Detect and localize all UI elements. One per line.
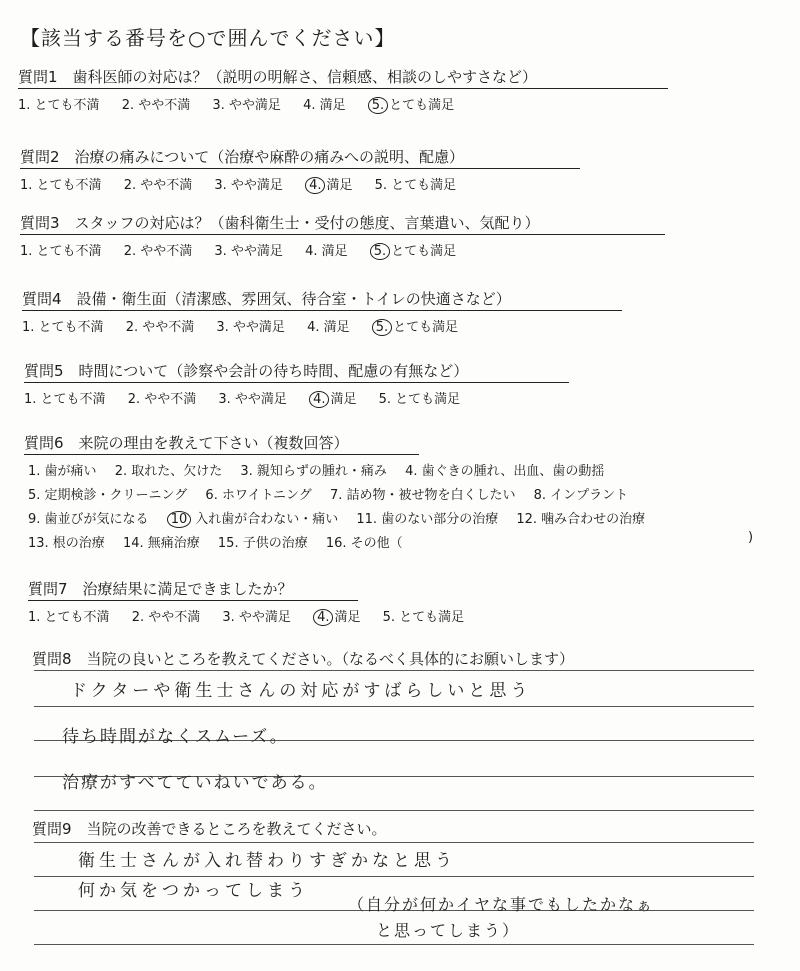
q6-option-14[interactable]: 14. 無痛治療 [122, 536, 200, 551]
question-4-header: 質問4 設備・衛生面（清潔感、雰囲気、待合室・トイレの快適さなど） [22, 290, 511, 308]
question-2-options [20, 174, 474, 194]
q1-option-4[interactable]: 4. 満足 [303, 98, 346, 113]
q6-option-3[interactable]: 3. 親知らずの腫れ・痛み [240, 464, 387, 479]
q8-writing-line [34, 810, 754, 811]
q5-option-2[interactable]: 2. やや不満 [127, 392, 197, 407]
question-6-row-2 [28, 484, 642, 503]
question-5-options [24, 388, 478, 408]
question-4-options [22, 316, 476, 336]
question-9-header: 質問9 当院の改善できるところを教えてください。 [32, 820, 387, 838]
q9-answer-line-2[interactable]: 何か気をつかってしまう [78, 881, 309, 901]
question-5-header: 質問5 時間について（診察や会計の待ち時間、配慮の有無など） [24, 362, 469, 380]
q8-writing-line [34, 670, 754, 671]
q4-option-5-label: とても満足 [393, 320, 459, 335]
q1-option-5-label: とても満足 [389, 98, 455, 113]
q1-option-5-circled[interactable]: 5. [368, 97, 388, 114]
q9-answer-line-4[interactable]: と思ってしまう） [376, 921, 521, 940]
question-1-header: 質問1 歯科医師の対応は？（説明の明解さ、信頼感、相談のしやすさなど） [18, 68, 537, 86]
q6-option-15[interactable]: 15. 子供の治療 [217, 536, 308, 551]
q7-option-4-circled[interactable]: 4. [313, 609, 333, 626]
q9-writing-line [34, 842, 754, 843]
q7-option-1[interactable]: 1. とても不満 [28, 610, 110, 625]
q6-option-12[interactable]: 12. 噛み合わせの治療 [516, 512, 646, 527]
q1-option-3[interactable]: 3. やや満足 [212, 98, 281, 113]
question-6-header: 質問6 来院の理由を教えて下さい（複数回答） [24, 434, 349, 452]
q5-option-4-label: 満足 [330, 392, 357, 407]
q3-option-5-label: とても満足 [391, 244, 457, 259]
q6-option-10-label: 入れ歯が合わない・痛い [195, 512, 339, 527]
q6-option-16[interactable]: 16. その他（ [325, 536, 403, 551]
question-1-underline [18, 88, 668, 89]
question-6-underline [24, 454, 419, 455]
q1-option-2[interactable]: 2. やや不満 [121, 98, 191, 113]
q9-writing-line [34, 944, 754, 945]
question-6-row-4 [28, 532, 417, 551]
q2-option-1[interactable]: 1. とても不満 [20, 178, 102, 193]
question-6-row-3 [28, 508, 659, 528]
q8-answer-line-2[interactable]: 待ち時間がなくスムーズ。 [62, 727, 289, 747]
q6-option-8[interactable]: 8. インプラント [533, 488, 629, 503]
q2-option-4-label: 満足 [326, 178, 353, 193]
q2-option-2[interactable]: 2. やや不満 [123, 178, 193, 193]
question-3-options [20, 240, 474, 260]
q9-answer-line-3[interactable]: （自分が何かイヤな事でもしたかなぁ [348, 895, 655, 914]
question-7-underline [28, 600, 358, 601]
q3-option-5-circled[interactable]: 5. [370, 243, 390, 260]
q3-option-3[interactable]: 3. やや満足 [214, 244, 283, 259]
q7-option-2[interactable]: 2. やや不満 [131, 610, 201, 625]
q4-option-2[interactable]: 2. やや不満 [125, 320, 195, 335]
q7-option-3[interactable]: 3. やや満足 [222, 610, 291, 625]
q6-other-close-paren: ) [748, 530, 754, 545]
question-1-options [18, 94, 472, 114]
question-7-header: 質問7 治療結果に満足できましたか？ [28, 580, 293, 598]
q5-option-4-circled[interactable]: 4. [309, 391, 329, 408]
q7-option-4-label: 満足 [334, 610, 361, 625]
q2-option-4-circled[interactable]: 4. [305, 177, 325, 194]
q6-option-10-circled[interactable]: 10 [167, 511, 192, 528]
q3-option-4[interactable]: 4. 満足 [305, 244, 348, 259]
q1-option-1[interactable]: 1. とても不満 [18, 98, 100, 113]
q4-option-4[interactable]: 4. 満足 [307, 320, 350, 335]
q6-option-2[interactable]: 2. 取れた、欠けた [114, 464, 223, 479]
q8-answer-line-3[interactable]: 治療がすべてていねいである。 [62, 773, 328, 793]
q3-option-2[interactable]: 2. やや不満 [123, 244, 193, 259]
q6-option-6[interactable]: 6. ホワイトニング [205, 488, 312, 503]
form-title: 【該当する番号を○で囲んでください】 [20, 26, 396, 50]
question-2-header: 質問2 治療の痛みについて（治療や麻酔の痛みへの説明、配慮） [20, 148, 464, 166]
question-4-underline [22, 310, 622, 311]
q6-option-11[interactable]: 11. 歯のない部分の治療 [356, 512, 499, 527]
question-7-options [28, 606, 482, 626]
question-5-underline [24, 382, 569, 383]
q2-option-5[interactable]: 5. とても満足 [374, 178, 457, 193]
q8-answer-line-1[interactable]: ドクターや衛生士さんの対応がすばらしいと思う [70, 681, 532, 701]
question-7 [28, 578, 798, 628]
question-3-underline [20, 234, 665, 235]
question-6 [24, 432, 794, 552]
q4-option-5-circled[interactable]: 5. [372, 319, 392, 336]
question-2-underline [20, 168, 580, 169]
q6-option-5[interactable]: 5. 定期検診・クリーニング [28, 488, 188, 503]
q6-option-9[interactable]: 9. 歯並びが気になる [28, 512, 149, 527]
question-3 [20, 212, 790, 262]
q6-option-13[interactable]: 13. 根の治療 [28, 536, 105, 551]
q8-writing-line [34, 706, 754, 707]
question-4 [22, 288, 792, 338]
q6-option-7[interactable]: 7. 詰め物・被せ物を白くしたい [329, 488, 516, 503]
q6-option-4[interactable]: 4. 歯ぐきの腫れ、出血、歯の動揺 [405, 464, 605, 479]
q4-option-3[interactable]: 3. やや満足 [216, 320, 285, 335]
q4-option-1[interactable]: 1. とても不満 [22, 320, 104, 335]
question-3-header: 質問3 スタッフの対応は？（歯科衛生士・受付の態度、言葉遣い、気配り） [20, 214, 540, 232]
q9-answer-line-1[interactable]: 衛生士さんが入れ替わりすぎかなと思う [78, 851, 456, 871]
q2-option-3[interactable]: 3. やや満足 [214, 178, 283, 193]
question-1 [18, 66, 788, 116]
question-6-row-1 [28, 460, 618, 479]
q6-option-1[interactable]: 1. 歯が痛い [28, 464, 97, 479]
q5-option-1[interactable]: 1. とても不満 [24, 392, 106, 407]
q5-option-5[interactable]: 5. とても満足 [378, 392, 461, 407]
question-2 [20, 146, 790, 196]
question-8-header: 質問8 当院の良いところを教えてください。（なるべく具体的にお願いします） [32, 650, 575, 668]
q7-option-5[interactable]: 5. とても満足 [382, 610, 465, 625]
q5-option-3[interactable]: 3. やや満足 [218, 392, 287, 407]
q3-option-1[interactable]: 1. とても不満 [20, 244, 102, 259]
question-5 [24, 360, 794, 410]
